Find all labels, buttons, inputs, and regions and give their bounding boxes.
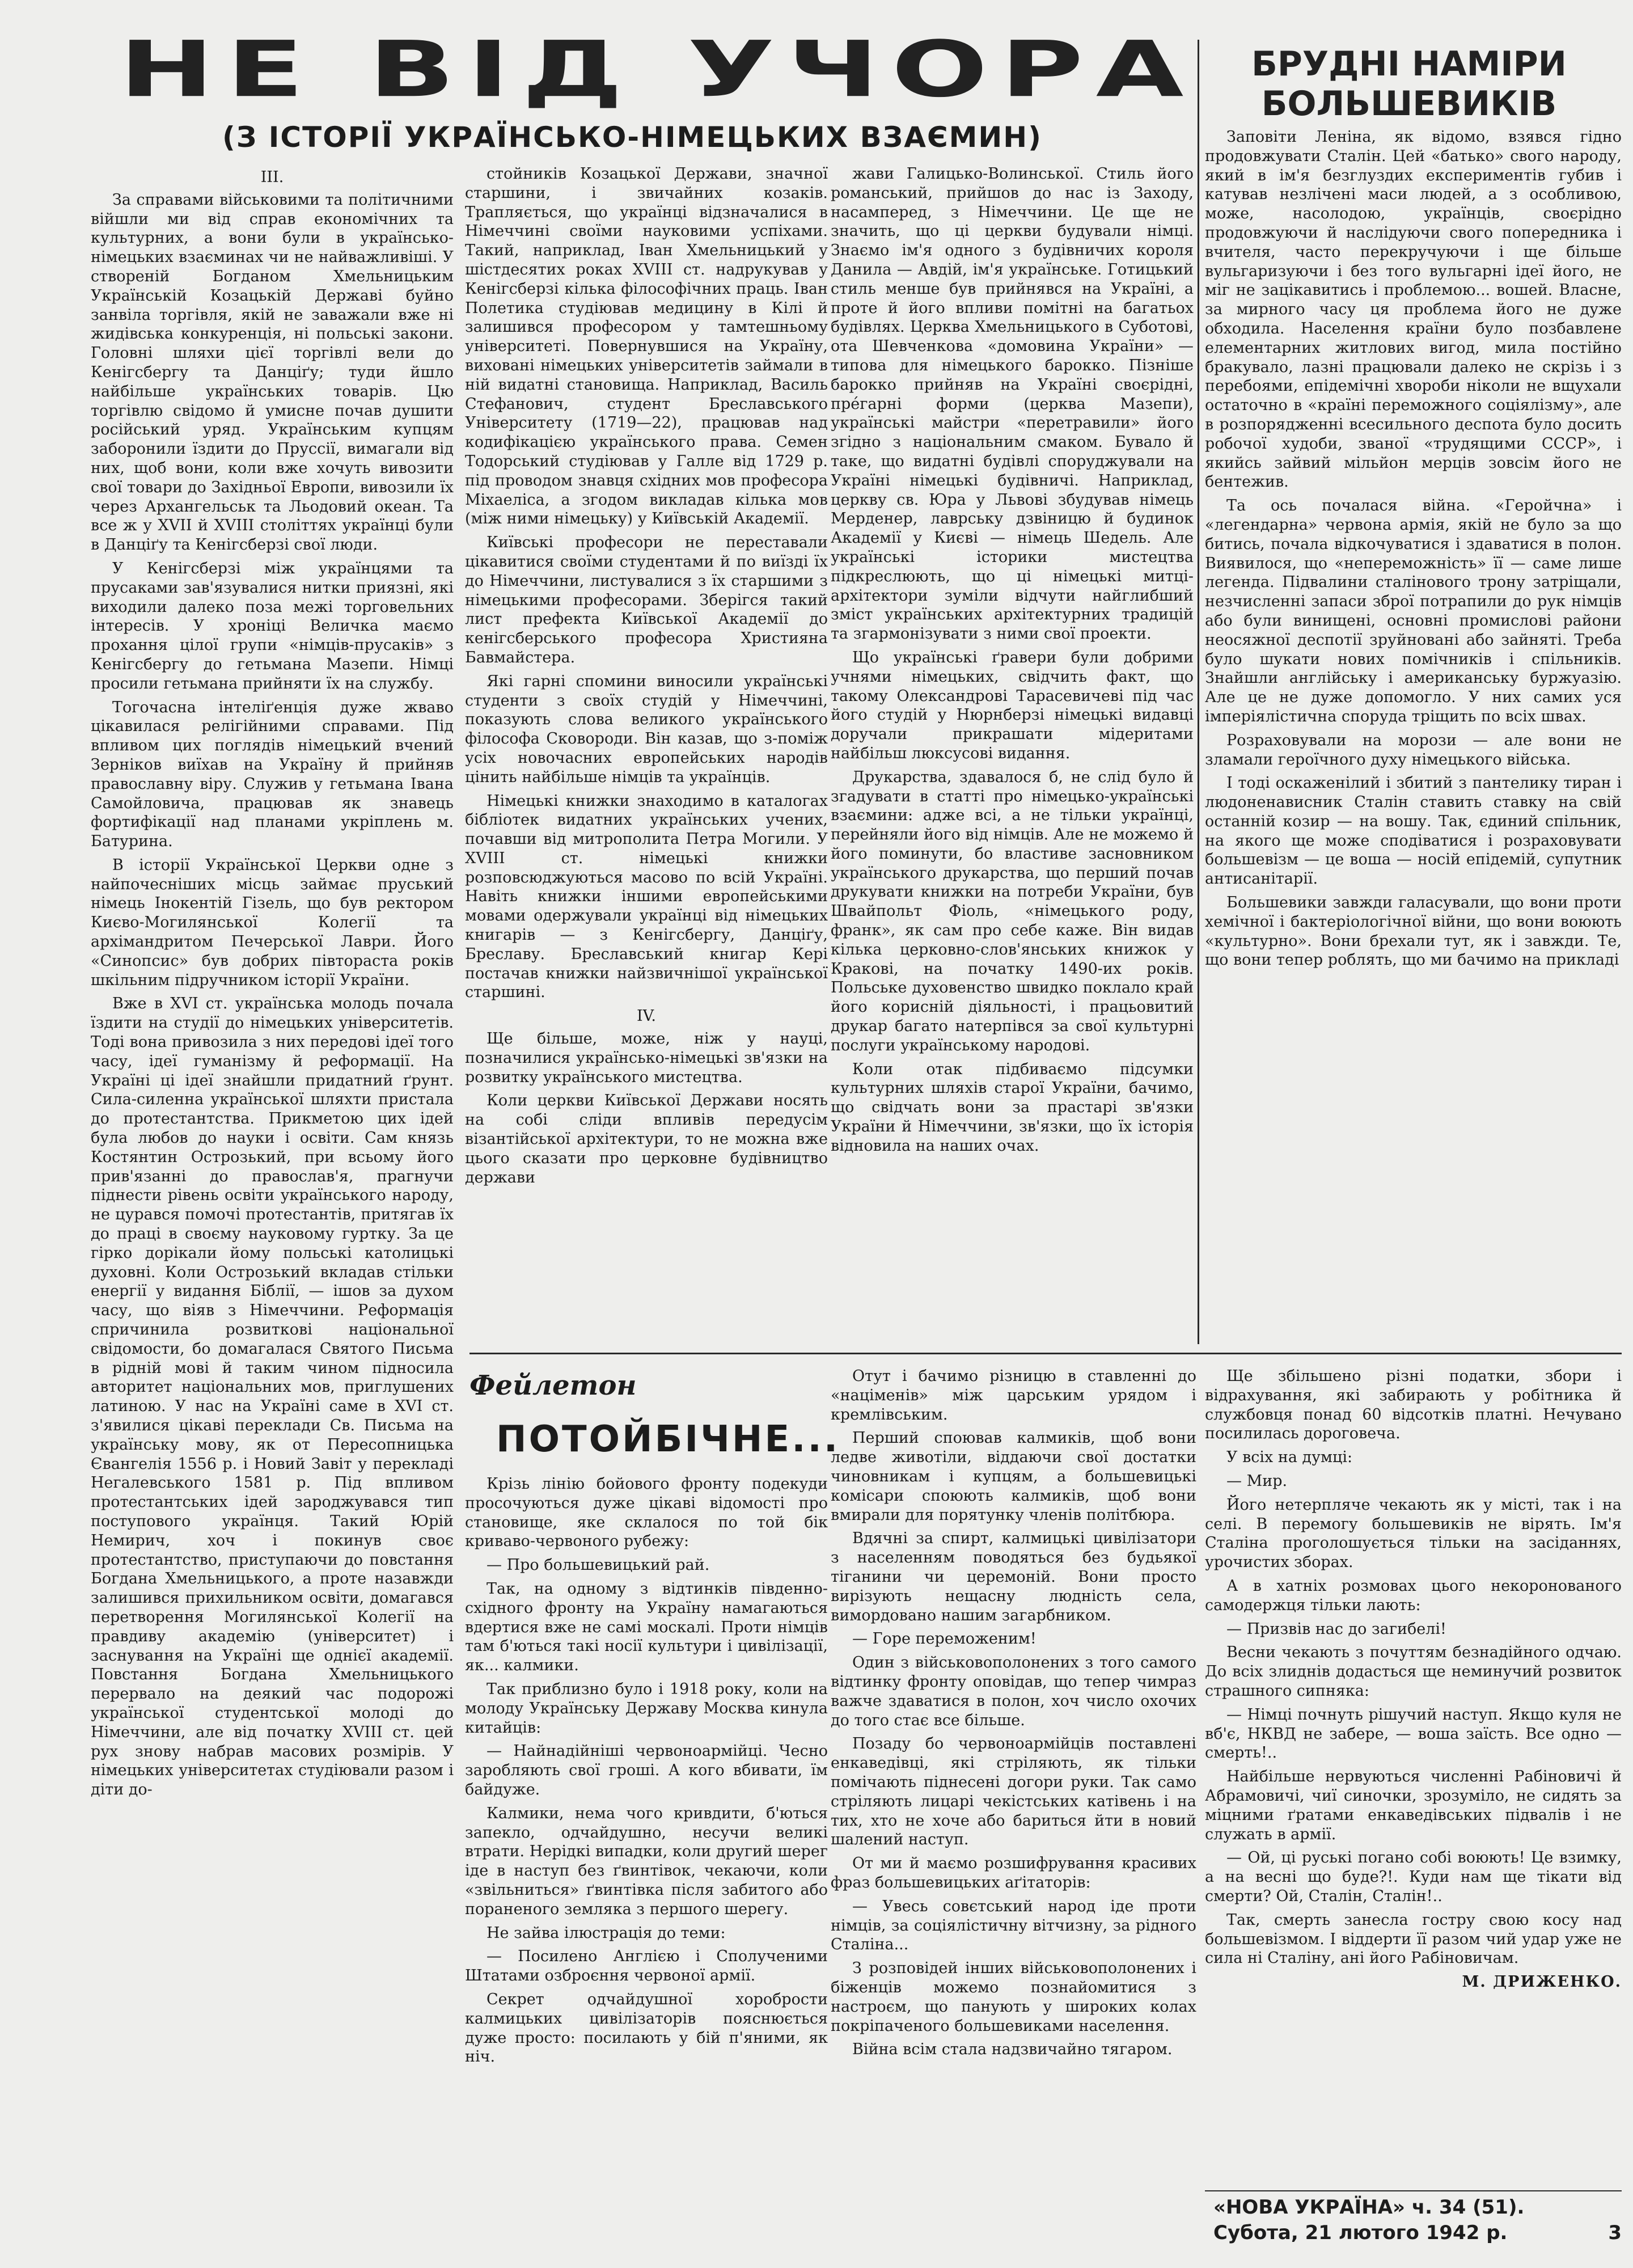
newspaper-issue: «НОВА УКРАЇНА» ч. 34 (51). xyxy=(1213,2196,1525,2219)
paragraph: Заповіти Леніна, як відомо, взявся гідно продовжувати Сталін. Цей «батько» свого народу, який в ім'я безглуздих експериментів губив і катував незлічені маси людей, а з особливою, може, насолодою, українців, своєрідно продовжуючи й наслідуючи свого попередника і вчителя, часто перекручуючи і ще більше вульгаризуючи і без того вульгарні ідеї його, не міг не зацікавитись і проблемою... вошей. Власне, за мирного часу ця проблема його не дуже обходила. Населення країни було позбавлене елементарних житлових вигод, мила постійно бракувало, лазні працювали далеко не скрізь і з перебоями, епідемічні хвороби ніколи не вщухали остаточно в «країні переможного соціялізму», але в розпорядженні всесильного деспота було досить робочої худоби, званої «трудящими СССР», і якийсь зайвий мільйон мерців зовсім його не бентежив. xyxy=(1205,128,1622,491)
paragraph: Ще більше, може, ніж у науці, позначилися українсько-німецькі зв'язки на розвитку українського мистецтва. xyxy=(465,1030,828,1086)
section-divider xyxy=(469,1353,1622,1354)
paragraph: Вдячні за спирт, калмицькі цивілізатори з населенням поводяться без будьякої тіганини чи церемоній. Вони просто вирізують нещасну людність села, вимордовано нашим загарбником. xyxy=(831,1530,1196,1624)
paragraph: — Посилено Англією і Сполученими Штатами озброєння червоної армії. xyxy=(465,1948,828,1985)
page-number: 3 xyxy=(1608,2221,1622,2244)
paragraph: Так приблизно було і 1918 року, коли на молоду Українську Державу Москва кинула китайців: xyxy=(465,1680,828,1737)
paragraph: — Горе переможеним! xyxy=(852,1630,1037,1648)
history-column-1 xyxy=(91,164,454,2183)
paragraph: Та ось почалася війна. «Геройчна» і «легендарна» червона армія, якій не було за що битись, почала відкочуватися і здаватися в полон. Виявилося, що «непереможність» її — саме лише легенда. Підвалини сталінового трону затріщали, незчисленні запаси зброї потрапили до рук німців або були винищені, основні промислові райони неосяжної деспотії зруйновані або зайняті. Треба було шукати нових помічників і спільників. Знайшли англійську і американську буржуазію. Але це не дуже допомогло. У них самих уся імперіялістична споруда тріщить по всіх швах. xyxy=(1205,497,1622,725)
paragraph: Крізь лінію бойового фронту подекуди просочуються дуже цікаві відомості про становище, яке склалося по той бік криваво-червоного рубежу: xyxy=(465,1475,828,1551)
paragraph: Секрет одчайдушної хоробрости калмицьких цивілізаторів пояснюється дуже просто: посилають у бій п'яними, як ніч. xyxy=(465,1990,828,2066)
paragraph: — Увесь совєтський народ іде проти німців, за соціялістичну вітчизну, за рідного Сталіна... xyxy=(831,1897,1196,1954)
newspaper-date xyxy=(1213,2221,1622,2244)
paragraph: А в хатніх розмовах цього некоронованого самодержця тільки лають: xyxy=(1205,1577,1622,1614)
paragraph: От ми й маємо розшифрування красивих фраз большевицьких аґітаторів: xyxy=(831,1855,1196,1891)
bolsheviks-column xyxy=(1205,128,1622,1344)
paragraph: Тогочасна інтеліґенція дуже жваво цікавилася релігійними справами. Під впливом цих поглядів німецький вчений Зерніков виїхав на Україну й прийняв православну віру. Служив у гетьмана Івана Самойловича, працював як знавець фортифікації над планами укріплень м. Батурина. xyxy=(91,698,454,851)
paragraph: Які гарні спомини виносили українські студенти з своїх студій у Німеччині, показують слова великого українського філософа Сковороди. Він казав, що з-поміж усіх новочасних европейських народів цінить найбільше німців та українців. xyxy=(465,672,828,786)
feuilleton-column-3 xyxy=(1205,1367,1622,2186)
paragraph: IV. xyxy=(636,1007,657,1025)
paragraph: У всіх на думці: xyxy=(1226,1448,1353,1467)
paragraph: Позаду бо червоноармійців поставлені енкаведівці, які стріляють, як тільки помічають піднесені догори руки. Так само стріляють лицарі чекістських катівень і на тих, хто не хоче або бариться йти в новий шалений наступ. xyxy=(831,1735,1196,1849)
paragraph: З розповідей інших військовополонених і біженців можемо познайомитися з настроєм, що панують у широких колах покріпаченого большевиками населення. xyxy=(831,1959,1196,2035)
feuilleton-title: ПОТОЙБІЧНЕ... xyxy=(496,1418,840,1460)
paragraph: Що українські ґравери були добрими учнями німецьких, свідчить факт, що такому Олександрові Тарасевичеві під час його студій у Нюрнберзі німецькі видавці доручали прикрашати мідеритами найбільш люксусові видання. xyxy=(831,648,1194,762)
paragraph: Так, на одному з відтинків південно-східного фронту на Україну намагаються вдертися вже не самі москалі. Проти німців там б'ються такі носії культури і цивілізації, як... калмики. xyxy=(465,1579,828,1675)
paragraph: Київські професори не переставали цікавитися своїми студентами й по виїзді їх до Німеччини, листувалися з їх старшими з німецькими професорами. Зберігся такий лист префекта Київської Академії до кенігсберського професора Християна Бавмайстера. xyxy=(465,534,828,666)
date-text: Субота, 21 лютого 1942 р. xyxy=(1213,2221,1508,2244)
paragraph: М. ДРИЖЕНКО. xyxy=(1462,1973,1622,1991)
paragraph: І тоді оскаженілий і збитий з пантелику тиран і людоненависник Сталін ставить ставку на свій останній козир — на вошу. Так, єдиний спільник, на якого ще може сподіватися і розраховувати большевізм — це воша — носій епідемій, супутник антисанітарії. xyxy=(1205,774,1622,888)
paragraph: За справами військовими та політичними війшли ми від справ економічних та культурних, а вони були в українсько-німецьких взаєминах чи не найважливіші. У створеній Богданом Хмельницьким Українській Козацькій Державі буйно занвіла торгівля, якій не заважали вже ні жидівська конкуренція, ні польські закони. Головні шляхи цієї торгівлі вели до Кенігсбергу та Данціґу; туди йшло найбільше українських товарів. Цю торгівлю свідомо й умисне почав душити російський уряд. Українським купцям заборонили їздити до Пруссії, вимагали від них, щоб вони, коли вже хочуть вивозити свої товари до Західньої Европи, вивозили їх через Архангельськ та Льодовий океан. Та все ж у XVII й XVIII століттях українці були в Данціґу та Кенігсберзі свої люди. xyxy=(91,191,454,554)
paragraph: Коли отак підбиваємо підсумки культурних шляхів старої України, бачимо, що свідчать вони за прастарі зв'язки України й Німеччини, зв'язки, що їх історія відновила на наших очах. xyxy=(831,1060,1194,1155)
paragraph: Один з військовополонених з того самого відтинку фронту оповідав, що тепер чимраз важче здаватися в полон, хоч число охочих до того стає все більше. xyxy=(831,1654,1196,1729)
history-column-3 xyxy=(831,164,1194,1344)
paragraph: Отут і бачимо різницю в ставленні до «націменів» між царським урядом і кремлівським. xyxy=(831,1367,1196,1424)
paragraph: — Німці почнуть рішучий наступ. Якщо куля не вб'є, НКВД не забере, — воша заїсть. Все одно — смерть!.. xyxy=(1205,1705,1622,1762)
footer-divider xyxy=(1205,2190,1622,2191)
main-subheadline: (З ІСТОРІЇ УКРАЇНСЬКО-НІМЕЦЬКИХ ВЗАЄМИН) xyxy=(222,121,1042,154)
column-divider xyxy=(1198,40,1199,1344)
paragraph: Не зайва ілюстрація до теми: xyxy=(486,1924,726,1942)
paragraph: Вже в XVI ст. українська молодь почала їздити на студії до німецьких університетів. Тоді вона привозила з них передові ідеї того часу, ідеї гуманізму й реформації. На Україні ці ідеї знайшли придатний ґрунт. Сила-силенна української шляхти пристала до протестантства. Прикметою цих ідей була любов до науки і освіти. Сам князь Костянтин Острозький, при всьому його прив'язанні до православ'я, прагнучи піднести рівень освіти українського народу, не цурався помочі протестантів, притягав їх до праці в своєму науковому гуртку. За це гірко дорікали йому польські католицькі духовні. Коли Острозький вкладав стільки енергії у видання Біблії, — ішов за духом часу, що віяв з Німеччини. Реформація спричинила розвиткові національної свідомости, бо домагалася Святого Письма в рідній мові й таким чином підносила авторитет національних мов, приглушених латиною. У нас на Україні саме в XVI ст. з'явилися цікаві переклади Св. Письма на українську мову, як от Пересопницька Євангелія 1556 р. і Новий Завіт у перекладі Негалевського 1581 р. Під впливом протестантських ідей зароджувався тип поступового українця. Такий Юрій Немирич, хоч і покинув своє протестантство, приступаючи до повстання Богдана Хмельницького, а проте назавжди залишився прихильником освіти, домагався перетворення Могилянської Колегії на правдиву академію (університет) і заснування на Україні ще однієї академії. Повстання Богдана Хмельницького перервало на деякий час подорожі української студентської молоді до Німеччини, але від початку XVIII ст. цей рух знову набрав масових розмірів. У німецьких університетах студіювали разом і діти до- xyxy=(91,995,454,1799)
paragraph: Розраховували на морози — але вони не зламали героїчного духу німецького війська. xyxy=(1205,731,1622,768)
paragraph: Перший споював калмиків, щоб вони ледве животіли, віддаючи свої достатки чиновникам і купцям, а большевицькі комісари споюють калмиків, щоб вони вмирали для порятунку членів політбюра. xyxy=(831,1429,1196,1524)
paragraph: Коли церкви Київської Держави носять на собі сліди впливів передусім візантійської архітектури, то не можна вже цього сказати про церковне будівництво держави xyxy=(465,1092,828,1186)
main-headline: НЕ ВІД УЧОРА xyxy=(119,24,1196,115)
paragraph: III. xyxy=(260,168,284,186)
paragraph: Німецькі книжки знаходимо в каталогах бібліотек видатних українських учених, почавши від митрополита Петра Могили. У XVIII ст. німецькі книжки розповсюджуються масово по всій Україні. Навіть книжки іншими европейськими мовами одержували українці від німецьких книгарів — з Кенігсбергу, Данціґу, Бреславу. Бреславський книгар Кері постачав книжки найзвичнішої української старшині. xyxy=(465,792,828,1002)
paragraph: Ще збільшено різні податки, збори і відрахування, які забирають у робітника й службовця понад 60 відсотків платні. Нечувано посилилась дороговеча. xyxy=(1205,1367,1622,1443)
paragraph: Його нетерпляче чекають як у місті, так і на селі. В перемогу большевиків не вірять. Ім'я Сталіна проголошується тільки на засіданнях, урочистих зборах. xyxy=(1205,1496,1622,1572)
paragraph: — Про большевицький рай. xyxy=(486,1556,710,1574)
feuilleton-column-2 xyxy=(831,1367,1196,2263)
feuilleton-column-1 xyxy=(465,1475,828,2263)
paragraph: — Найнадійніші червоноармійці. Чесно заробляють свої гроші. А кого вбивати, їм байдуже. xyxy=(465,1742,828,1798)
paragraph: — Мир. xyxy=(1226,1472,1288,1490)
paragraph: Весни чекають з почуттям безнадійного одчаю. До всіх злиднів додасться ще неминучий розвиток страшного сипняка: xyxy=(1205,1644,1622,1700)
paragraph: Війна всім стала надзвичайно тягаром. xyxy=(852,2041,1173,2059)
paragraph: жави Галицько-Волинської. Стиль його романський, прийшов до нас із Заходу, насамперед, з Німеччини. Це ще не значить, що ці церкви будували німці. Знаємо ім'я одного з будівничих короля Данила — Авдій, ім'я українське. Готицький стиль менше був прийнявся на Україні, а проте й його впливи помітні на багатьох будівлях. Церква Хмельницького в Суботові, ота Шевченкова «домовина України» — типова для німецького барокко. Пізніше барокко прийняв на Україні своєрідні, пре́гарні форми (церква Мазепи), українські майстри «перетравили» його згідно з національним смаком. Бувало й таке, що видатні будівлі споруджували на Україні німецькі будівничі. Наприклад, церкву св. Юра у Львові збудував німець Мерденер, лаврську дзвіницю й будинок Академії у Києві — німець Шедель. Але українські історики мистецтва підкреслюють, що ці німецькі митці-архітектори зуміли відчути найглибший зміст українських архітектурних традицій та згармонізувати з ними свої проекти. xyxy=(831,165,1194,643)
paragraph: стойників Козацької Держави, значної старшини, і звичайних козаків. Трапляється, що українці відзначалися в Німеччині своїми науковими успіхами. Такий, наприклад, Іван Хмельницький у шістдесятих роках XVIII ст. надрукував у Кенігсберзі кілька філософічних праць. Іван Полетика студіював медицину в Кілі й залишився професором у тамтешньому університеті. Повернувшися на Україну, виховані німецьких університетів займали в ній видатні становища. Наприклад, Василь Стефанович, студент Бреславського Університету (1719—22), працював над кодифікацією українського права. Семен Тодорський студіював у Галле від 1729 р. під проводом знавця східних мов професора Міхаеліса, а згодом викладав кілька мов (між ними німецьку) у Київській Академії. xyxy=(465,165,828,528)
paragraph: — Ой, ці руські погано собі воюють! Це взимку, а на весні що буде?!. Куди нам ще тікати від смерти? Ой, Сталін, Сталін!.. xyxy=(1205,1849,1622,1905)
paragraph: В історії Української Церкви одне з найпочесніших місць займає пруський німець Інокентій Гізель, що був ректором Києво-Могилянської Колегії та архімандритом Печерської Лаври. Його «Синопсис» був добрих півтораста років шкільним підручником історії України. xyxy=(91,856,454,989)
side-headline: БРУДНІ НАМІРИ БОЛЬШЕВИКІВ xyxy=(1251,44,1567,124)
paragraph: Так, смерть занесла гостру свою косу над большевізмом. І віддерти її разом чий удар уже не сила ні Сталіну, ані його Рабіновичам. xyxy=(1205,1911,1622,1967)
paragraph: Найбільше нервуються численні Рабіновичі й Абрамовичі, чиї синочки, зрозуміло, не сидять за міцними ґратами енкаведівських підвалів і не служать в армії. xyxy=(1205,1768,1622,1843)
paragraph: Большевики завжди галасували, що вони проти хемічної і бактеріологічної війни, що вони воюють «культурно». Вони брехали тут, як і завжди. Те, що вони тепер роблять, що ми бачимо на прикладі xyxy=(1205,894,1622,969)
paragraph: Друкарства, здавалося б, не слід було й згадувати в статті про німецько-українські взаємини: адже всі, а не тільки українці, перейняли його від німців. Але не можемо й його поминути, бо властиве засновником українського друкарства, що перший почав друкувати книжки на потреби України, був Швайпольт Фіоль, «німецького роду, франк», як сам про себе каже. Він видав кілька церковно-слов'янських книжок у Кракові, на початку 1490-их років. Польське духовенство швидко поклало край його корисній діяльності, і працьовитий друкар багато натерпівся за свої культурні послуги українському народові. xyxy=(831,768,1194,1054)
paragraph: У Кенігсберзі між українцями та прусаками зав'язувалися нитки приязні, які виходили далеко поза межі торговельних інтересів. У хроніці Величка маємо прохання цілої групи «німців-прусаків» з Кенігсбергу до гетьмана Мазепи. Німці просили гетьмана прийняти їх на службу. xyxy=(91,559,454,692)
history-column-2 xyxy=(465,164,828,1344)
paragraph: — Призвів нас до загибелі! xyxy=(1226,1620,1446,1638)
paragraph: Калмики, нема чого кривдити, б'ються запекло, одчайдушно, несучи великі втрати. Нерідкі випадки, коли другий шерег іде в наступ без ґвинтівок, чекаючи, коли «звільниться» ґвинтівка після забитого або пораненого земляка з першого шерегу. xyxy=(465,1804,828,1918)
feuilleton-label: Фейлетон xyxy=(469,1370,637,1401)
